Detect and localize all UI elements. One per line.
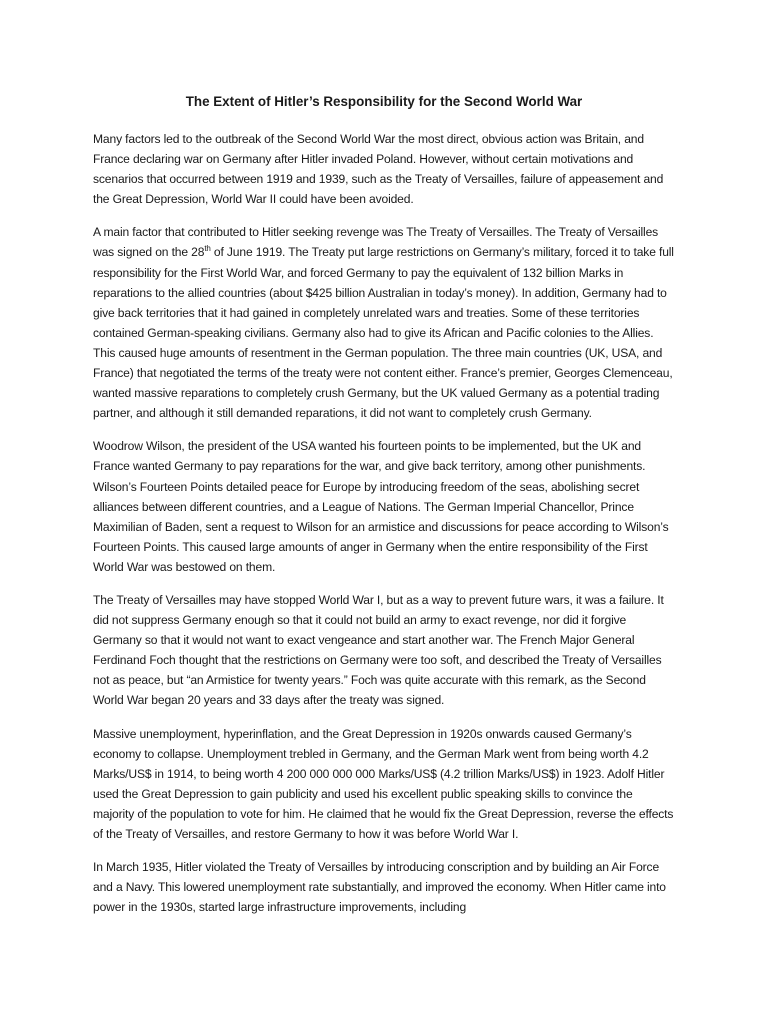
document-page bbox=[93, 93, 675, 930]
paragraph-2-text-after: of June 1919. The Treaty put large restrictions on Germany’s military, forced it to take full responsibility for the First World War, and forced Germany to pay the equivalent of 132 billion Marks in reparations to the allied countries (about $425 billion Australian in today’s money). In addition, Germany had to give back territories that it had gained in completely unrelated wars and treaties. Some of these territories contained German-speaking civilians. Germany also had to give its African and Pacific colonies to the Allies. This caused huge amounts of resentment in the German population. The three main countries (UK, USA, and France) that negotiated the terms of the treaty were not content either. France’s premier, Georges Clemenceau, wanted massive reparations to completely crush Germany, but the UK valued Germany as a potential trading partner, and although it still demanded reparations, it did not want to completely crush Germany. bbox=[93, 245, 674, 421]
paragraph-4: The Treaty of Versailles may have stopped World War I, but as a way to prevent future wars, it was a failure. It did not suppress Germany enough so that it could not build an army to exact revenge, nor did it forgive Germany so that it would not want to exact vengeance and start another war. The French Major General Ferdinand Foch thought that the restrictions on Germany were too soft, and described the Treaty of Versailles not as peace, but “an Armistice for twenty years.” Foch was quite accurate with this remark, as the Second World War began 20 years and 33 days after the treaty was signed. bbox=[93, 592, 664, 708]
paragraph-6: In March 1935, Hitler violated the Treaty of Versailles by introducing conscription and by building an Air Force and a Navy. This lowered unemployment rate substantially, and improved the economy. When Hitler came into power in the 1930s, started large infrastructure improvements, including bbox=[93, 860, 666, 915]
paragraph-2 bbox=[93, 222, 675, 423]
paragraph-3: Woodrow Wilson, the president of the USA wanted his fourteen points to be implemented, but the UK and France wanted Germany to pay reparations for the war, and give back territory, among other punishments. Wilson’s Fourteen Points detailed peace for Europe by introducing freedom of the seas, abolishing secret alliances between different countries, and a League of Nations. The German Imperial Chancellor, Prince Maximilian of Baden, sent a request to Wilson for an armistice and discussions for peace according to Wilson’s Fourteen Points. This caused large amounts of anger in Germany when the entire responsibility of the First World War was bestowed on them. bbox=[93, 439, 669, 574]
ordinal-superscript: th bbox=[204, 244, 211, 254]
paragraph-1: Many factors led to the outbreak of the Second World War the most direct, obvious action was Britain, and France declaring war on Germany after Hitler invaded Poland. However, without certain motivations and scenarios that occurred between 1919 and 1939, such as the Treaty of Versailles, failure of appeasement and the Great Depression, World War II could have been avoided. bbox=[93, 132, 664, 207]
document-title: The Extent of Hitler’s Responsibility for the Second World War bbox=[185, 94, 583, 109]
paragraph-5: Massive unemployment, hyperinflation, and the Great Depression in 1920s onwards caused Germany’s economy to collapse. Unemployment trebled in Germany, and the German Mark went from being worth 4.2 Marks/US$ in 1914, to being worth 4 200 000 000 000 Marks/US$ (4.2 trillion Marks/US$) in 1923. Adolf Hitler used the Great Depression to gain publicity and used his excellent public speaking skills to convince the majority of the population to vote for him. He claimed that he would fix the Great Depression, reverse the effects of the Treaty of Versailles, and restore Germany to how it was before World War I. bbox=[93, 726, 674, 841]
paragraph-2-text-before: A main factor that contributed to Hitler seeking revenge was The Treaty of Versailles. The Treaty of Versailles was signed on the 28 bbox=[93, 225, 659, 260]
